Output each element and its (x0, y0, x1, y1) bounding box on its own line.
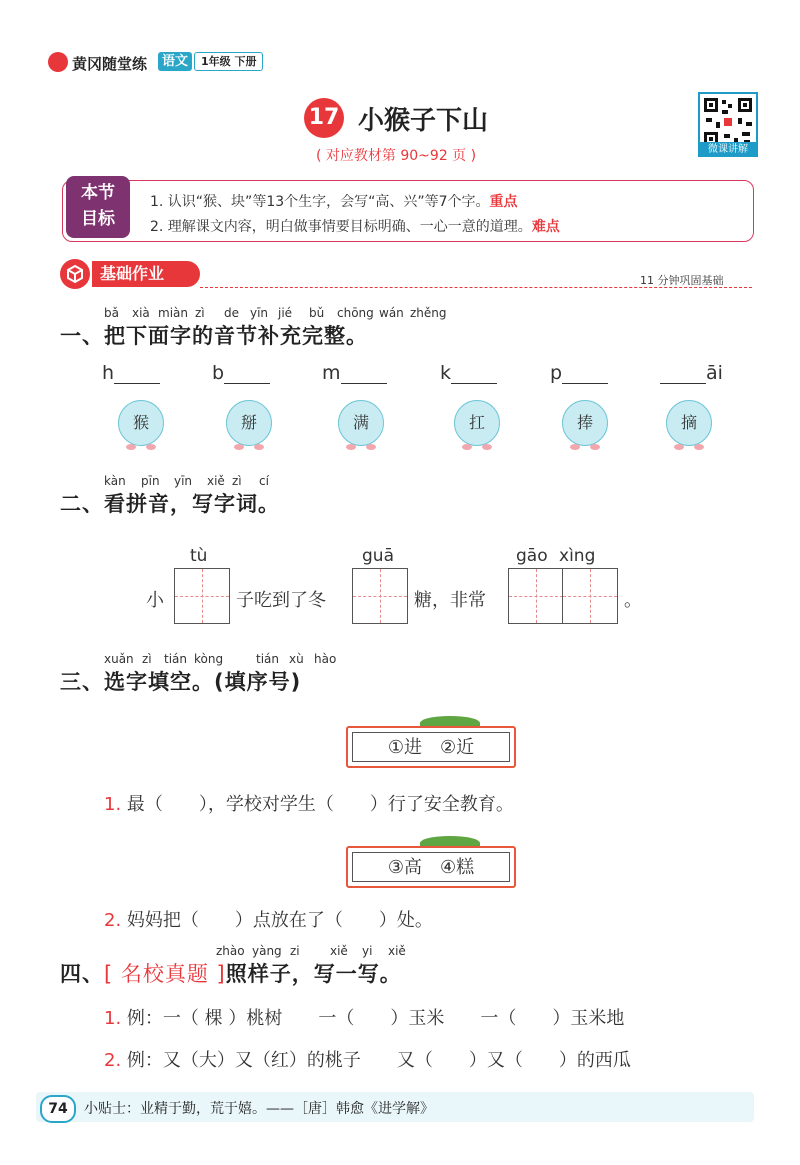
char-ball-5: 捧 (562, 400, 608, 446)
goal-item-2: 2. 理解课文内容，明白做事情要目标明确、一心一意的道理。难点 (150, 219, 560, 235)
q1-prompt-2: b (212, 362, 270, 384)
char-ball-2: 掰 (226, 400, 272, 446)
q1-prompt-6: āi (660, 362, 723, 384)
char-ball-6: 摘 (666, 400, 712, 446)
writing-box-2[interactable] (352, 568, 408, 624)
section-label: 基础作业 (92, 261, 200, 287)
goal-item-1: 1. 认识“猴、块”等13个生字，会写“高、兴”等7个字。重点 (150, 194, 518, 210)
char-ball-3: 满 (338, 400, 384, 446)
q1-prompt-4: k (440, 362, 497, 384)
writing-box-1[interactable] (174, 568, 230, 624)
section-note: 11 分钟巩固基础 (640, 274, 724, 287)
q1-prompt-3: m (322, 362, 387, 384)
word-pinyin-2: guā (362, 546, 394, 566)
q1-title: 一、把下面字的音节补充完整。 (60, 324, 368, 348)
lesson-number: 17 (304, 98, 344, 138)
tip-text: 小贴士：业精于勤，荒于嬉。——［唐］韩愈《进学解》 (84, 1101, 434, 1117)
q3-item-2: 2. 妈妈把（ ）点放在了（ ）处。 (104, 910, 433, 931)
q1-prompt-5: p (550, 362, 608, 384)
char-ball-4: 扛 (454, 400, 500, 446)
writing-box-4[interactable] (562, 568, 618, 624)
q1-prompt-1: h (102, 362, 160, 384)
sentence-part-1: 小 (146, 590, 164, 611)
q4-title: 四、[ 名校真题 ]照样子，写一写。 (60, 962, 402, 986)
q2-title: 二、看拼音，写字词。 (60, 492, 280, 516)
brand-logo-icon (48, 52, 68, 72)
goals-tag-line2: 目标 (81, 209, 115, 229)
qr-caption: 微课讲解 (698, 142, 758, 157)
lesson-subtitle: ( 对应教材第 90~92 页 ) (316, 148, 477, 164)
cube-icon (60, 259, 90, 289)
subject-badge: 语文 (158, 52, 192, 71)
exam-badge: [ 名校真题 ] (104, 962, 226, 986)
q3-title: 三、选字填空。(填序号) (60, 670, 302, 694)
q4-item-1: 1. 例：一（ 棵 ）桃树 一（ ）玉米 一（ ）玉米地 (104, 1008, 625, 1029)
page-number: 74 (40, 1095, 76, 1123)
difficulty-tag: 难点 (531, 219, 560, 235)
word-pinyin-1: tù (190, 546, 208, 566)
sentence-part-3: 糖，非常 (414, 590, 486, 611)
lesson-title: 小猴子下山 (358, 106, 489, 136)
grade-badge: 1年级 下册 (194, 52, 263, 71)
q3-item-1: 1. 最（ ），学校对学生（ ）行了安全教育。 (104, 794, 514, 815)
writing-box-3[interactable] (508, 568, 564, 624)
q4-item-2: 2. 例：又（大）又（红）的桃子 又（ ）又（ ）的西瓜 (104, 1050, 631, 1071)
goals-tag-line1: 本节 (81, 183, 115, 203)
char-ball-1: 猴 (118, 400, 164, 446)
goals-tag (66, 176, 130, 238)
brand-name: 黄冈随堂练 (72, 55, 148, 73)
word-pinyin-3: gāo xìng (516, 546, 596, 566)
sentence-part-4: 。 (624, 590, 642, 611)
choice-box-1: ①进 ②近 (346, 726, 516, 768)
choice-box-2: ③高 ④糕 (346, 846, 516, 888)
sentence-part-2: 子吃到了冬 (236, 590, 326, 611)
focus-tag: 重点 (489, 194, 518, 210)
